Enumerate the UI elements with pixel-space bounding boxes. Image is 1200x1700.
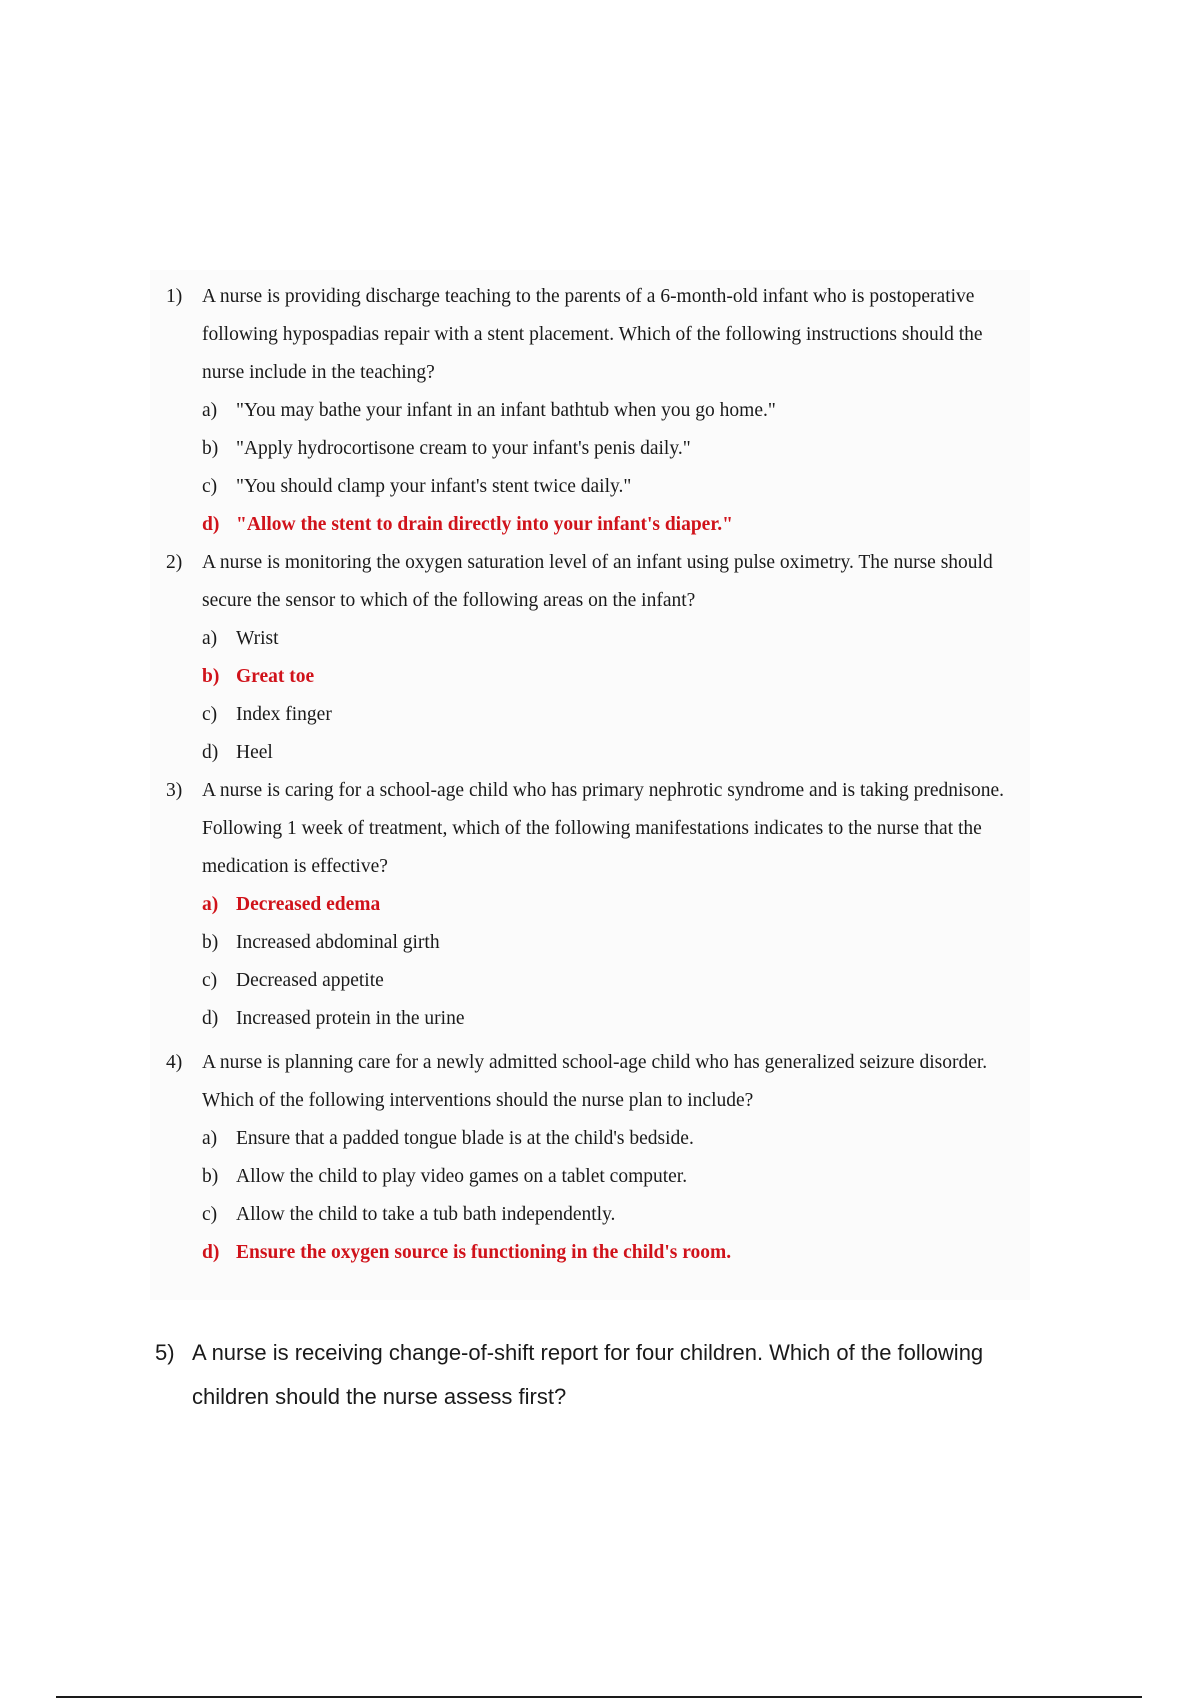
option-text: Ensure the oxygen source is functioning in the child's room. (236, 1242, 732, 1263)
question-number: 3) (166, 780, 183, 801)
option-letter: c) (202, 970, 218, 991)
option-letter: c) (202, 476, 218, 497)
option-letter: b) (202, 1166, 219, 1187)
question-list (166, 278, 1026, 1272)
option-c (202, 468, 1026, 506)
option-letter: d) (202, 514, 220, 535)
question-4 (166, 1044, 1026, 1272)
option-letter: a) (202, 894, 219, 915)
option-letter: a) (202, 400, 218, 421)
option-text: Decreased appetite (236, 970, 384, 991)
option-a-correct-answer (202, 886, 1026, 924)
option-d-correct-answer (202, 1234, 1026, 1272)
question-1 (166, 278, 1026, 544)
option-d (202, 734, 1026, 772)
option-letter: b) (202, 438, 219, 459)
option-text: Allow the child to play video games on a tablet computer. (236, 1166, 688, 1187)
question-3 (166, 772, 1026, 1038)
question-stem: A nurse is receiving change-of-shift report for four children. Which of the following children should the nurse assess first? (192, 1340, 984, 1409)
option-letter: a) (202, 628, 218, 649)
option-c (202, 962, 1026, 1000)
option-text: Wrist (236, 628, 279, 649)
option-text: Great toe (236, 666, 315, 687)
option-text: Index finger (236, 704, 332, 725)
option-a (202, 620, 1026, 658)
question-2 (166, 544, 1026, 772)
question-number: 2) (166, 552, 183, 573)
option-text: Decreased edema (236, 894, 381, 915)
option-text: "You may bathe your infant in an infant bathtub when you go home." (236, 400, 776, 421)
question-number: 1) (166, 286, 183, 307)
question-stem: A nurse is caring for a school-age child who has primary nephrotic syndrome and is taking prednisone. Following 1 week of treatment, which of the following manifestations indicates to the nurse that the medication is effective? (202, 780, 1005, 877)
option-a (202, 392, 1026, 430)
option-d-correct-answer (202, 506, 1026, 544)
option-letter: c) (202, 1204, 218, 1225)
option-letter: c) (202, 704, 218, 725)
option-letter: d) (202, 1008, 219, 1029)
question-stem: A nurse is monitoring the oxygen saturation level of an infant using pulse oximetry. The nurse should secure the sensor to which of the following areas on the infant? (202, 552, 993, 611)
question-stem: A nurse is providing discharge teaching to the parents of a 6-month-old infant who is postoperative following hypospadias repair with a stent placement. Which of the following instructions should the nurse include in the teaching? (202, 286, 983, 383)
question-stem: A nurse is planning care for a newly admitted school-age child who has generalized seizure disorder. Which of the following interventions should the nurse plan to include? (202, 1052, 988, 1111)
option-text: Increased protein in the urine (236, 1008, 465, 1029)
option-b-correct-answer (202, 658, 1026, 696)
footer-divider (56, 1696, 1142, 1698)
option-text: Ensure that a padded tongue blade is at the child's bedside. (236, 1128, 694, 1149)
question-number: 5) (155, 1340, 175, 1365)
option-letter: d) (202, 1242, 220, 1263)
option-text: Heel (236, 742, 273, 763)
option-c (202, 696, 1026, 734)
option-b (202, 924, 1026, 962)
option-d (202, 1000, 1026, 1038)
question-5 (155, 1331, 1035, 1419)
option-b (202, 430, 1026, 468)
option-letter: d) (202, 742, 219, 763)
option-c (202, 1196, 1026, 1234)
option-text: "You should clamp your infant's stent twice daily." (236, 476, 632, 497)
option-letter: b) (202, 932, 219, 953)
option-letter: b) (202, 666, 220, 687)
option-text: "Apply hydrocortisone cream to your infant's penis daily." (236, 438, 691, 459)
option-text: Increased abdominal girth (236, 932, 440, 953)
question-number: 4) (166, 1052, 183, 1073)
option-letter: a) (202, 1128, 218, 1149)
option-a (202, 1120, 1026, 1158)
option-text: Allow the child to take a tub bath independently. (236, 1204, 616, 1225)
option-text: "Allow the stent to drain directly into your infant's diaper." (236, 514, 733, 535)
option-b (202, 1158, 1026, 1196)
